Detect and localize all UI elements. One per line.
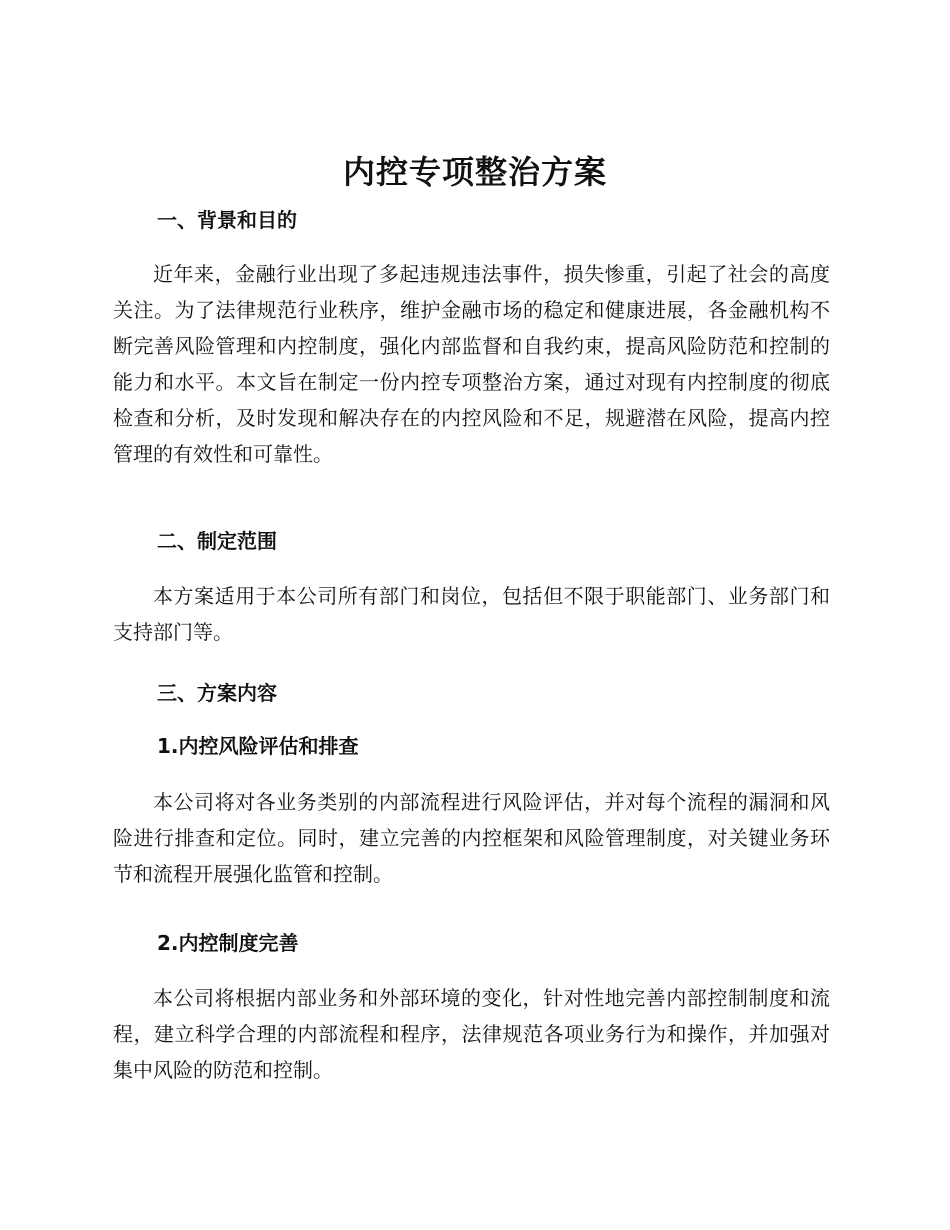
subsection-paragraph-system-improvement: 本公司将根据内部业务和外部环境的变化，针对性地完善内部控制制度和流程，建立科学合理的内部流程和程序，法律规范各项业务行为和操作，并加强对集中风险的防范和控制。 xyxy=(113,986,830,1082)
subsection-paragraph-risk-assessment: 本公司将对各业务类别的内部流程进行风险评估，并对每个流程的漏洞和风险进行排查和定位。同时，建立完善的内控框架和风险管理制度，对关键业务环节和流程开展强化监管和控制。 xyxy=(113,790,830,886)
section-heading-content: 三、方案内容 xyxy=(157,681,277,705)
subsection-heading-system-improvement: 2.内控制度完善 xyxy=(157,931,299,955)
section-paragraph-scope: 本方案适用于本公司所有部门和岗位，包括但不限于职能部门、业务部门和支持部门等。 xyxy=(113,584,830,644)
document-title: 内控专项整治方案 xyxy=(342,153,607,191)
section-heading-scope: 二、制定范围 xyxy=(157,529,277,553)
subsection-heading-risk-assessment: 1.内控风险评估和排查 xyxy=(157,734,359,758)
section-paragraph-background: 近年来，金融行业出现了多起违规违法事件，损失惨重，引起了社会的高度关注。为了法律规范行业秩序，维护金融市场的稳定和健康进展，各金融机构不断完善风险管理和内控制度，强化内部监督和自我约束，提高风险防范和控制的能力和水平。本文旨在制定一份内控专项整治方案，通过对现有内控制度的彻底检查和分析，及时发现和解决存在的内控风险和不足，规避潜在风险，提高内控管理的有效性和可靠性。 xyxy=(113,262,830,466)
section-heading-background: 一、背景和目的 xyxy=(157,208,297,232)
